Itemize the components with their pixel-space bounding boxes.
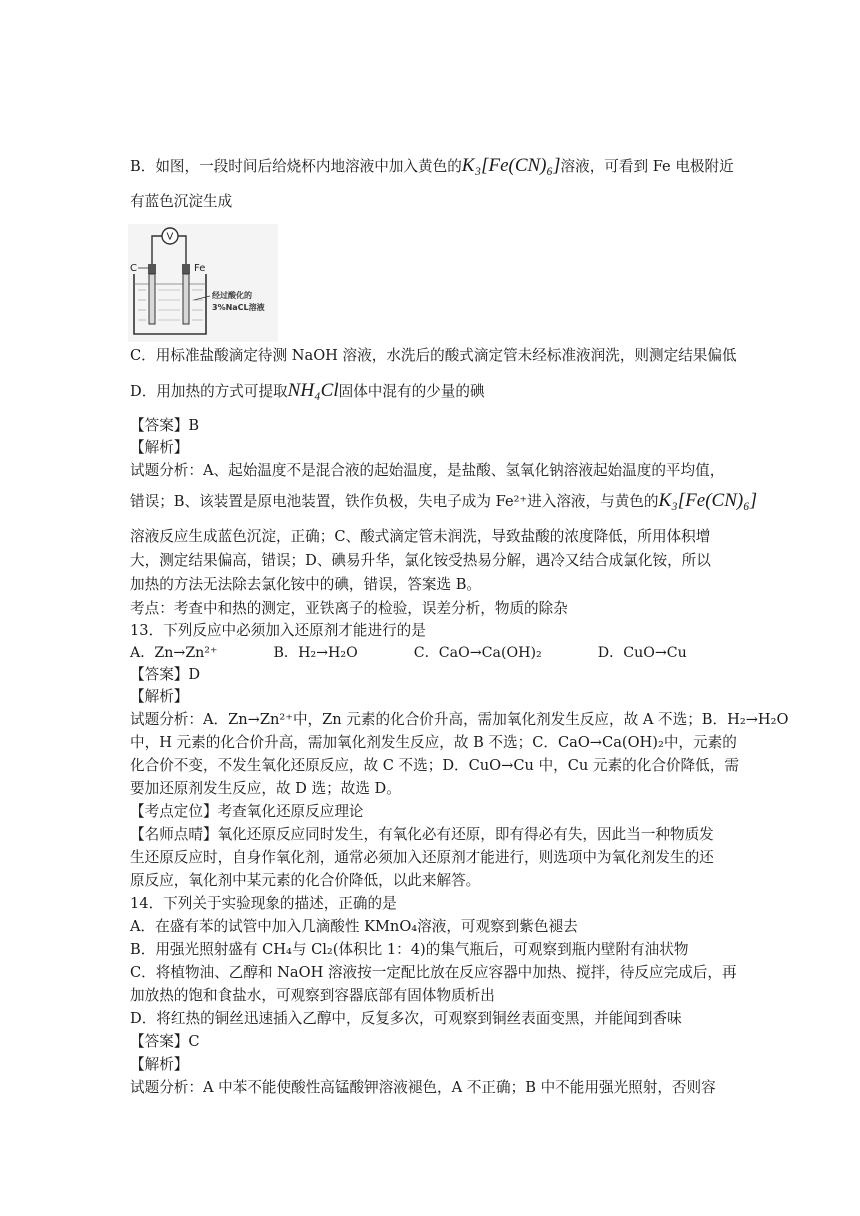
q13-stem: 13．下列反应中必须加入还原剂才能进行的是 [130, 622, 426, 639]
q13-option-b: B．H₂→H₂O [273, 645, 358, 661]
svg-text:V: V [166, 231, 174, 243]
q13-option-a: A．Zn→Zn²⁺ [130, 645, 218, 661]
svg-text:C: C [130, 263, 137, 274]
q13-mingshi-line: 原反应，氧化剂中某元素的化合价降低，以此来解答。 [130, 872, 481, 889]
q12-option-b-line2: 有蓝色沉淀生成 [130, 193, 233, 210]
svg-text:Fe: Fe [194, 263, 206, 274]
potassium-ferricyanide-formula: K₃[Fe(CN)₆] [658, 490, 758, 511]
q13-options [130, 643, 687, 663]
ammonium-chloride-formula: NH₄Cl [287, 380, 339, 401]
q14-option-d: D．将红热的铜丝迅速插入乙醇中，反复多次，可观察到铜丝表面变黑，并能闻到香味 [130, 1010, 682, 1027]
q12-option-b-line1: B．如图，一段时间后给烧杯内地溶液中加入黄色的K₃[Fe(CN)₆]溶液，可看到 Fe 电极附近 [130, 155, 734, 176]
q13-kaodian: 【考点定位】考查氧化还原反应理论 [130, 803, 364, 820]
q13-analysis-line: 化合价不变，不发生氧化还原反应，故 C 不选；D．CuO→Cu 中，Cu 元素的化合价降低，需 [130, 757, 739, 774]
q13-analysis-heading: 【解析】 [130, 688, 189, 705]
q14-analysis-line: 试题分析：A 中苯不能使酸性高锰酸钾溶液褪色，A 不正确；B 中不能用强光照射，否则容 [130, 1079, 716, 1096]
q12-analysis-line: 错误；B、该装置是原电池装置，铁作负极，失电子成为 Fe²⁺进入溶液，与黄色的K₃[Fe(CN)₆] [130, 490, 758, 511]
galvanic-cell-figure [128, 224, 278, 342]
q13-option-d: D．CuO→Cu [597, 645, 687, 661]
q12-kaodian: 考点：考查中和热的测定，亚铁离子的检验，误差分析，物质的除杂 [130, 600, 568, 617]
q13-answer: 【答案】D [130, 666, 201, 683]
q13-analysis-line: 中，H 元素的化合价升高，需加氧化剂发生反应，故 B 不选；C．CaO→Ca(OH)₂中，元素的 [130, 734, 737, 751]
q13-analysis-line: 试题分析：A．Zn→Zn²⁺中，Zn 元素的化合价升高，需加氧化剂发生反应，故 A 不选；B．H₂→H₂O [130, 711, 789, 728]
q12-analysis-line: 大，测定结果偏高，错误；D、碘易升华，氯化铵受热易分解，遇冷又结合成氯化铵，所以 [130, 552, 711, 569]
q14-answer: 【答案】C [130, 1033, 200, 1050]
svg-text:3%NaCL溶液: 3%NaCL溶液 [212, 303, 265, 312]
q13-analysis-line: 要加还原剂发生反应，故 D 选；故选 D。 [130, 780, 401, 797]
q13-mingshi-line: 【名师点晴】氧化还原反应同时发生，有氧化必有还原，即有得必有失，因此当一种物质发 [130, 826, 714, 843]
q14-option-b: B．用强光照射盛有 CH₄与 Cl₂(体积比 1：4)的集气瓶后，可观察到瓶内壁附有油状物 [130, 941, 689, 958]
q14-option-a: A．在盛有苯的试管中加入几滴酸性 KMnO₄溶液，可观察到紫色褪去 [130, 918, 578, 935]
q13-option-c: C．CaO→Ca(OH)₂ [413, 645, 542, 661]
q12-analysis-line: 加热的方法无法除去氯化铵中的碘，错误，答案选 B。 [130, 576, 482, 593]
potassium-ferricyanide-formula: K₃[Fe(CN)₆] [461, 155, 561, 176]
q12-analysis-line: 溶液反应生成蓝色沉淀，正确；C、酸式滴定管未润洗，导致盐酸的浓度降低，所用体积增 [130, 528, 711, 545]
q12-answer: 【答案】B [130, 417, 200, 434]
svg-text:经过酸化的: 经过酸化的 [212, 291, 252, 300]
q14-analysis-heading: 【解析】 [130, 1056, 189, 1073]
q14-option-c: C．将植物油、乙醇和 NaOH 溶液按一定配比放在反应容器中加热、搅拌，待反应完成后，再 [130, 964, 737, 981]
q14-stem: 14．下列关于实验现象的描述，正确的是 [130, 895, 397, 912]
q12-option-c: C．用标准盐酸滴定待测 NaOH 溶液，水洗后的酸式滴定管未经标准液润洗，则测定结果偏低 [130, 347, 737, 364]
q12-analysis-line: 试题分析：A、起始温度不是混合液的起始温度，是盐酸、氢氧化钠溶液起始温度的平均值， [130, 462, 725, 479]
q12-analysis-heading: 【解析】 [130, 439, 189, 456]
q13-mingshi-line: 生还原反应时，自身作氧化剂，通常必须加入还原剂才能进行，则选项中为氧化剂发生的还 [130, 849, 714, 866]
q12-option-d: D．用加热的方式可提取NH₄Cl固体中混有的少量的碘 [130, 380, 485, 401]
q14-option-c-cont: 加放热的饱和食盐水，可观察到容器底部有固体物质析出 [130, 987, 495, 1004]
